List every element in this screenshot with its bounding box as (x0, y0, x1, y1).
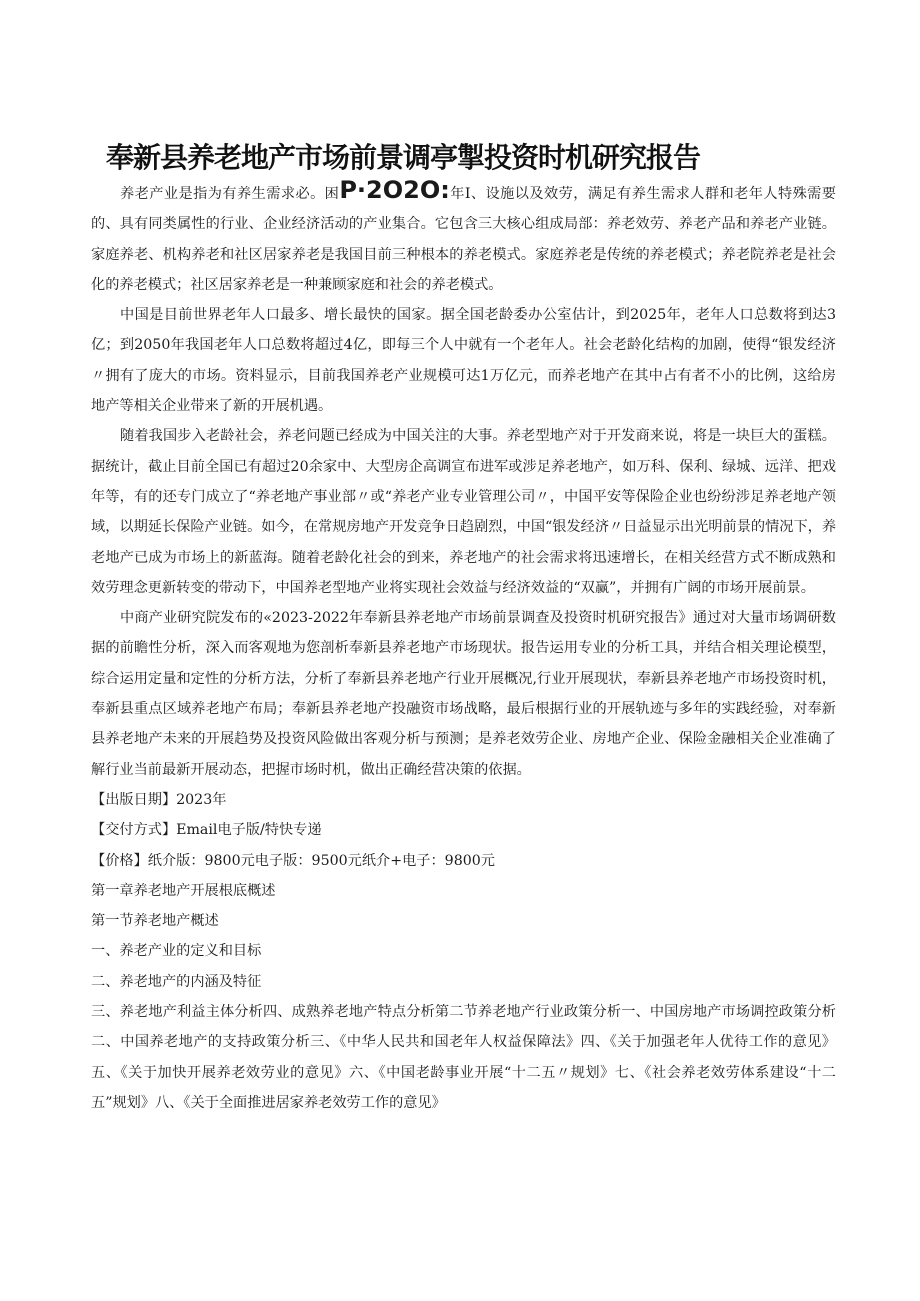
publish-date: 【出版日期】2023年 (91, 791, 227, 808)
report-title: 奉新县养老地产市场前景调亭掣投资时机研究报告 (106, 141, 701, 174)
toc-item-2: 二、养老地产的内涵及特征 (91, 973, 262, 990)
document-body (91, 176, 837, 1118)
paragraph-intro-pre: 养老产业是指为有养生需求必。困 (120, 186, 340, 202)
paragraph-population: 中国是目前世界老年人口最多、增长最快的国家。据全国老龄委办公室估计，到2025年，老年人口总数将到达3亿；到2050年我国老年人口总数将超过4亿，即每三个人中就有一个老年人。社会老龄化结构的加剧，使得“银发经济〃拥有了庞大的市场。资料显示，目前我国养老产业规模可达1万亿元，而养老地产在其中占有者不小的比例，这给房地产等相关企业带来了新的开展机遇。 (91, 307, 836, 415)
paragraph-market: 随着我国步入老龄社会，养老问题已经成为中国关注的大事。养老型地产对于开发商来说，将是一块巨大的蛋糕。据统计，截止目前全国已有超过20余家中、大型房企高调宣布进军或涉足养老地产，如万科、保利、绿城、远洋、把戏年等，有的还专门成立了“养老地产事业部〃或“养老产业专业管理公司〃，中国平安等保险企业也纷纷涉足养老地产领域，以期延长保险产业链。如今，在常规房地产开发竞争日趋剧烈，中国“银发经济〃日益显示出光明前景的情况下，养老地产已成为市场上的新蓝海。随着老龄化社会的到来，养老地产的社会需求将迅速增长，在相关经营方式不断成熟和效劳理念更新转变的带动下，中国养老型地产业将实现社会效益与经济效益的“双赢”，并拥有广阔的市场开展前景。 (91, 428, 837, 596)
delivery-method: 【交付方式】Email电子版/特快专递 (91, 822, 322, 839)
paragraph-intro (91, 176, 836, 300)
toc-chapter-1: 第一章养老地产开展根底概述 (91, 882, 276, 899)
garbled-text-run: P·2O2O: (339, 176, 450, 204)
paragraph-report: 中商产业研究院发布的«2023-2022年奉新县养老地产市场前景调查及投资时机研究报告》通过对大量市场调研数据的前瞻性分析，深入而客观地为您剖析奉新县养老地产市场现状。报告运用专业的分析工具，并结合相关理论模型，综合运用定量和定性的分析方法，分析了奉新县养老地产行业开展概况,行业开展现状，奉新县养老地产市场投资时机，奉新县重点区域养老地产布局；奉新县养老地产投融资市场战略，最后根据行业的开展轨迹与多年的实践经验，对奉新县养老地产未来的开展趋势及投资风险做出客观分析与预测；是养老效劳企业、房地产企业、保险金融相关企业准确了解行业当前最新开展动态，把握市场时机，做出正确经营决策的依据。 (91, 610, 836, 778)
toc-section-1: 第一节养老地产概述 (91, 913, 219, 930)
toc-item-1: 一、养老产业的定义和目标 (91, 943, 262, 960)
paragraph-intro-post: 年I、设施以及效劳，满足有养生需求人群和老年人特殊需要的、具有同类属性的行业、企业经济活动的产业集合。它包含三大核心组成局部：养老效劳、养老产品和养老产业链。家庭养老、机构养老和社区居家养老是我国目前三种根本的养老模式。家庭养老是传统的养老模式；养老院养老是社会化的养老模式；社区居家养老是一种兼顾家庭和社会的养老模式。 (91, 186, 836, 293)
toc-remaining-items: 三、养老地产利益主体分析四、成熟养老地产特点分析第二节养老地产行业政策分析一、中国房地产市场调控政策分析二、中国养老地产的支持政策分析三、《中华人民共和国老年人权益保障法》四、《关于加强老年人优待工作的意见》五、《关于加快开展养老效劳业的意见》六、《中国老龄事业开展“十二五〃规划》七、《社会养老效劳体系建设“十二五”规划》八、《关于全面推进居家养老效劳工作的意见》 (91, 1004, 836, 1111)
price-info: 【价格】纸介版：9800元电子版：9500元纸介+电子：9800元 (91, 852, 495, 869)
